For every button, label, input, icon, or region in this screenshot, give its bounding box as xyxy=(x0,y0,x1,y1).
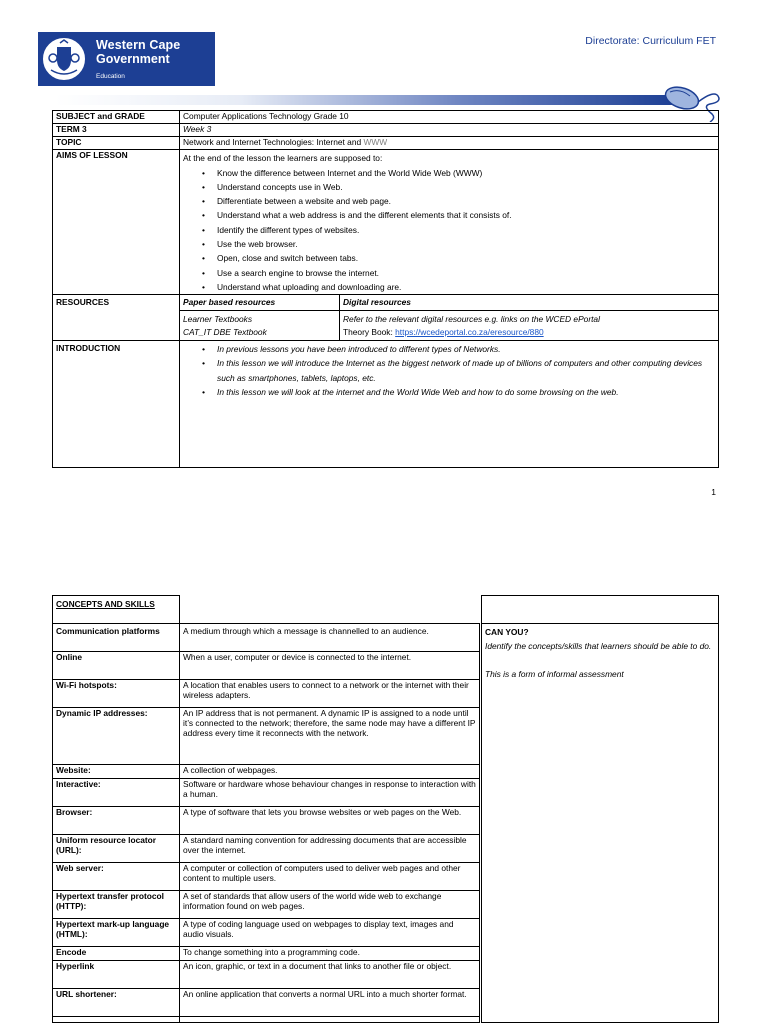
term-cell: Encode xyxy=(53,947,180,961)
digital-resources-heading: Digital resources xyxy=(340,295,719,311)
definition-cell: To change something into a programming code. xyxy=(180,947,480,961)
eportal-link[interactable]: https://wcedeportal.co.za/eresource/880 xyxy=(395,327,544,338)
can-you-title: CAN YOU? xyxy=(485,627,529,637)
aim-item: • Understand what a web address is and the different elements that it consists of. xyxy=(217,208,715,222)
term-cell-blank xyxy=(53,1017,180,1023)
concepts-table xyxy=(52,595,719,1023)
term-cell: URL shortener: xyxy=(53,989,180,1017)
theory-book-label: Theory Book: xyxy=(343,327,396,338)
topic-value xyxy=(180,137,719,150)
topic-tail: WWW xyxy=(363,137,388,147)
aim-item: • Open, close and switch between tabs. xyxy=(217,251,715,265)
definition-cell: Software or hardware whose behaviour changes in response to interaction with a human. xyxy=(180,779,480,807)
topic-main: Network and Internet Technologies: Internet and xyxy=(183,137,362,147)
term-cell: Browser: xyxy=(53,807,180,835)
aim-item: • Understand what uploading and downloading are. xyxy=(217,280,715,294)
paper-resources-list xyxy=(180,311,340,341)
definition-cell: A medium through which a message is channelled to an audience. xyxy=(180,624,480,652)
coat-of-arms-icon xyxy=(41,36,87,82)
can-you-text: Identify the concepts/skills that learners should be able to do. xyxy=(485,640,712,651)
definition-cell-blank xyxy=(180,1017,480,1023)
definition-cell: A standard naming convention for addressing documents that are accessible over the internet. xyxy=(180,835,480,863)
definition-cell: A set of standards that allow users of the world wide web to exchange information found on web pages. xyxy=(180,891,480,919)
page-number: 1 xyxy=(711,487,716,497)
definition-cell: When a user, computer or device is connected to the internet. xyxy=(180,652,480,680)
aims-intro: At the end of the lesson the learners are supposed to: xyxy=(183,153,383,163)
definition-cell: An IP address that is not permanent. A dynamic IP is assigned to a node until it’s connected to the network; therefore, the same node may have a different IP address every time it reconnects with the network. xyxy=(180,708,480,765)
concepts-heading-blank xyxy=(180,596,480,624)
concepts-heading: CONCEPTS AND SKILLS xyxy=(53,596,180,624)
subject-label: SUBJECT and GRADE xyxy=(53,111,180,124)
wcg-logo xyxy=(38,32,215,86)
aim-item: • Know the difference between Internet and the World Wide Web (WWW) xyxy=(217,166,715,180)
term-cell: Hypertext transfer protocol (HTTP): xyxy=(53,891,180,919)
logo-line-1: Western Cape xyxy=(96,38,181,52)
aim-item: • Use the web browser. xyxy=(217,237,715,251)
digital-item: Refer to the relevant digital resources e.g. links on the WCED ePortal xyxy=(343,314,600,325)
digital-item-theory xyxy=(343,326,715,339)
resources-label: RESOURCES xyxy=(53,295,180,341)
logo-line-3: Education xyxy=(96,73,125,80)
intro-item: • In previous lessons you have been introduced to different types of Networks. xyxy=(217,342,715,356)
aim-item: • Differentiate between a website and web page. xyxy=(217,194,715,208)
term-cell: Online xyxy=(53,652,180,680)
term-cell: Web server: xyxy=(53,863,180,891)
term-label: TERM 3 xyxy=(53,124,180,137)
aim-item: • Understand concepts use in Web. xyxy=(217,180,715,194)
introduction-cell xyxy=(180,341,719,468)
paper-item: Learner Textbooks xyxy=(183,314,253,325)
definition-cell: A location that enables users to connect to a network or the internet with their wireless adapters. xyxy=(180,680,480,708)
aim-item: • Use a search engine to browse the internet. xyxy=(217,266,715,280)
definition-cell: A collection of webpages. xyxy=(180,765,480,779)
topic-label: TOPIC xyxy=(53,137,180,150)
term-cell: Hypertext mark-up language (HTML): xyxy=(53,919,180,947)
intro-item: • In this lesson we will look at the internet and the World Wide Web and how to do some browsing on the web. xyxy=(217,385,715,399)
introduction-label: INTRODUCTION xyxy=(53,341,180,468)
assessment-note: This is a form of informal assessment xyxy=(485,668,624,679)
can-you-cell xyxy=(482,624,719,1023)
introduction-list xyxy=(183,342,715,399)
definition-cell: A computer or collection of computers used to deliver web pages and other content to multiple users. xyxy=(180,863,480,891)
aim-item: • Identify the different types of websites. xyxy=(217,223,715,237)
logo-line-2: Government xyxy=(96,52,170,66)
definition-cell: A type of coding language used on webpages to display text, images and audio visuals. xyxy=(180,919,480,947)
aims-label: AIMS OF LESSON xyxy=(53,150,180,295)
term-cell: Website: xyxy=(53,765,180,779)
definition-cell: A type of software that lets you browse websites or web pages on the Web. xyxy=(180,807,480,835)
paper-resources-heading: Paper based resources xyxy=(180,295,340,311)
definition-cell: An online application that converts a normal URL into a much shorter format. xyxy=(180,989,480,1017)
header-banner xyxy=(55,95,675,105)
subject-value: Computer Applications Technology Grade 10 xyxy=(180,111,719,124)
term-cell: Communication platforms xyxy=(53,624,180,652)
aims-list xyxy=(183,166,715,295)
term-cell: Uniform resource locator (URL): xyxy=(53,835,180,863)
term-value: Week 3 xyxy=(180,124,719,137)
digital-resources-list xyxy=(340,311,719,341)
term-cell: Interactive: xyxy=(53,779,180,807)
directorate-title: Directorate: Curriculum FET xyxy=(585,35,716,47)
aims-cell xyxy=(180,150,719,295)
term-cell: Hyperlink xyxy=(53,961,180,989)
intro-item: • In this lesson we will introduce the Internet as the biggest network of made up of billions of computers and other computing devices such as smartphones, tablets, laptops, etc. xyxy=(217,356,715,385)
definition-cell: An icon, graphic, or text in a document that links to another file or object. xyxy=(180,961,480,989)
term-cell: Wi-Fi hotspots: xyxy=(53,680,180,708)
paper-item: CAT_IT DBE Textbook xyxy=(183,327,267,338)
can-you-header-blank xyxy=(482,596,719,624)
term-cell: Dynamic IP addresses: xyxy=(53,708,180,765)
lesson-plan-table xyxy=(52,110,719,468)
